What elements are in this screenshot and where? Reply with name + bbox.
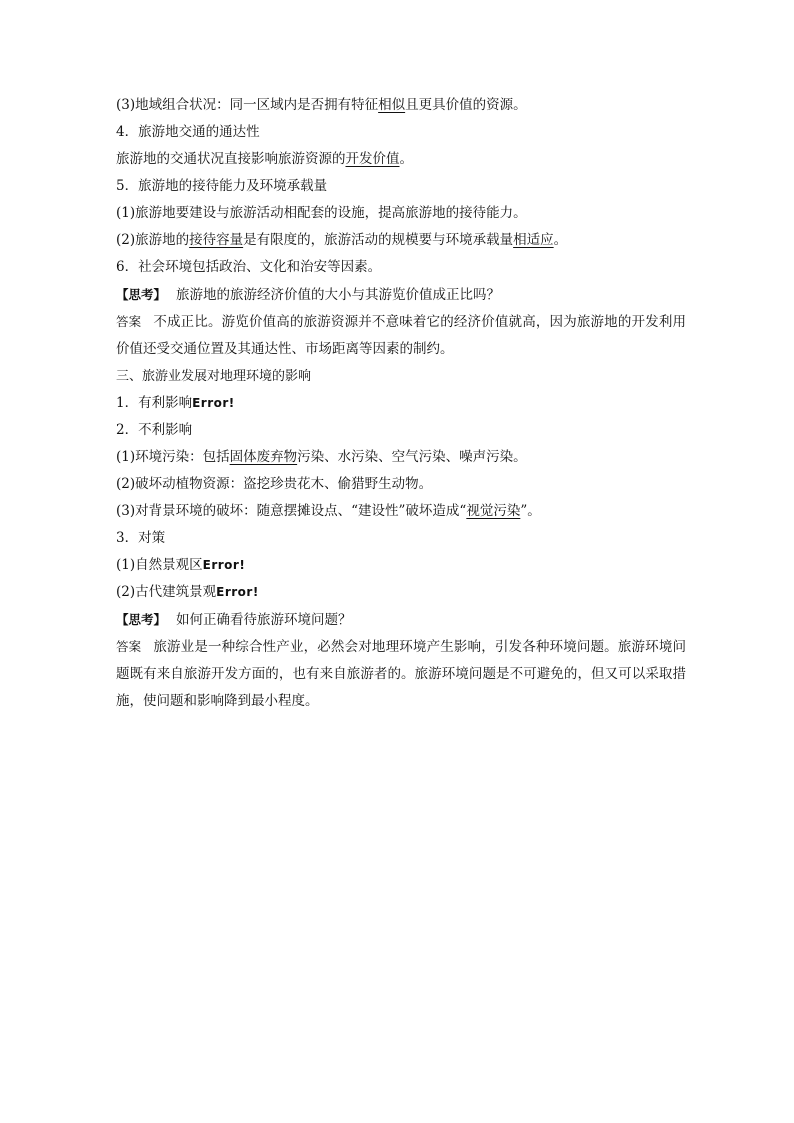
text: 污染、水污染、空气污染、噪声污染。 (297, 449, 527, 465)
error-text: Error! (202, 558, 246, 572)
text: 且更具价值的资源。 (405, 97, 527, 113)
heading-reception-capacity: 5．旅游地的接待能力及环境承载量 (116, 178, 328, 194)
error-text: Error! (216, 585, 259, 599)
text: (3)对背景环境的破坏：随意摆摊设点、“建设性”破坏造成“ (116, 503, 467, 519)
text: 。 (553, 232, 568, 248)
heading-countermeasures: 3．对策 (116, 530, 166, 546)
underlined-term: 开发价值 (345, 151, 400, 167)
text: (1)环境污染：包括 (116, 449, 230, 465)
underlined-term: 接待容量 (189, 232, 244, 248)
answer-2 (116, 633, 686, 715)
answer-text: 旅游业是一种综合性产业，必然会对地理环境产生影响，引发各种环境问题。旅游环境问题既有来自旅游开发方面的，也有来自旅游者的。旅游环境问题是不可避免的，但又可以采取措施，使问题和影响降到最小程度。 (116, 639, 686, 709)
item-transport (116, 146, 686, 173)
item-pollution (116, 444, 686, 471)
item-regional-combination (116, 92, 686, 119)
answer-1 (116, 308, 686, 363)
underlined-term: 固体废弃物 (229, 449, 298, 465)
text: 是有限度的，旅游活动的规模要与环境承载量 (243, 232, 514, 248)
think-tag: 【思考】 (116, 287, 167, 302)
answer-text: 不成正比。游览价值高的旅游资源并不意味着它的经济价值就高，因为旅游地的开发利用价值还受交通位置及其通达性、市场距离等因素的制约。 (116, 314, 686, 357)
item-positive-impact (116, 390, 686, 417)
question-text: 旅游地的旅游经济价值的大小与其游览价值成正比吗？ (176, 287, 501, 303)
text: 。 (399, 151, 413, 167)
text: 旅游地的交通状况直接影响旅游资源的 (116, 151, 346, 167)
item-natural-landscape (116, 552, 686, 579)
text: ”。 (520, 503, 541, 519)
text: (1)自然景观区 (116, 557, 203, 573)
underlined-term: 相似 (378, 97, 406, 113)
text: (2)古代建筑景观 (116, 584, 217, 600)
item-ancient-architecture (116, 579, 686, 606)
section-title-3: 三、旅游业发展对地理环境的影响 (116, 369, 312, 384)
text: 1．有利影响 (116, 395, 193, 411)
item-background-damage (116, 498, 686, 525)
heading-social-environment: 6．社会环境包括政治、文化和治安等因素。 (116, 259, 382, 275)
heading-transport-accessibility: 4．旅游地交通的通达性 (116, 124, 260, 140)
text: (3)地域组合状况：同一区域内是否拥有特征 (116, 97, 379, 113)
error-text: Error! (192, 396, 235, 410)
answer-tag: 答案 (116, 314, 142, 329)
think-tag: 【思考】 (116, 612, 167, 627)
heading-negative-impact: 2．不利影响 (116, 422, 193, 438)
item-capacity-limit (116, 227, 686, 254)
underlined-term: 视觉污染 (466, 503, 521, 519)
item-wildlife-damage: (2)破坏动植物资源：盗挖珍贵花木、偷猎野生动物。 (116, 476, 433, 492)
question-text: 如何正确看待旅游环境问题？ (176, 612, 352, 628)
underlined-term: 相适应 (513, 232, 554, 248)
document-page (116, 92, 686, 715)
think-question-1 (116, 281, 686, 308)
item-facilities: (1)旅游地要建设与旅游活动相配套的设施，提高旅游地的接待能力。 (116, 205, 527, 221)
think-question-2 (116, 606, 686, 633)
answer-tag: 答案 (116, 639, 142, 654)
text: (2)旅游地的 (116, 232, 190, 248)
